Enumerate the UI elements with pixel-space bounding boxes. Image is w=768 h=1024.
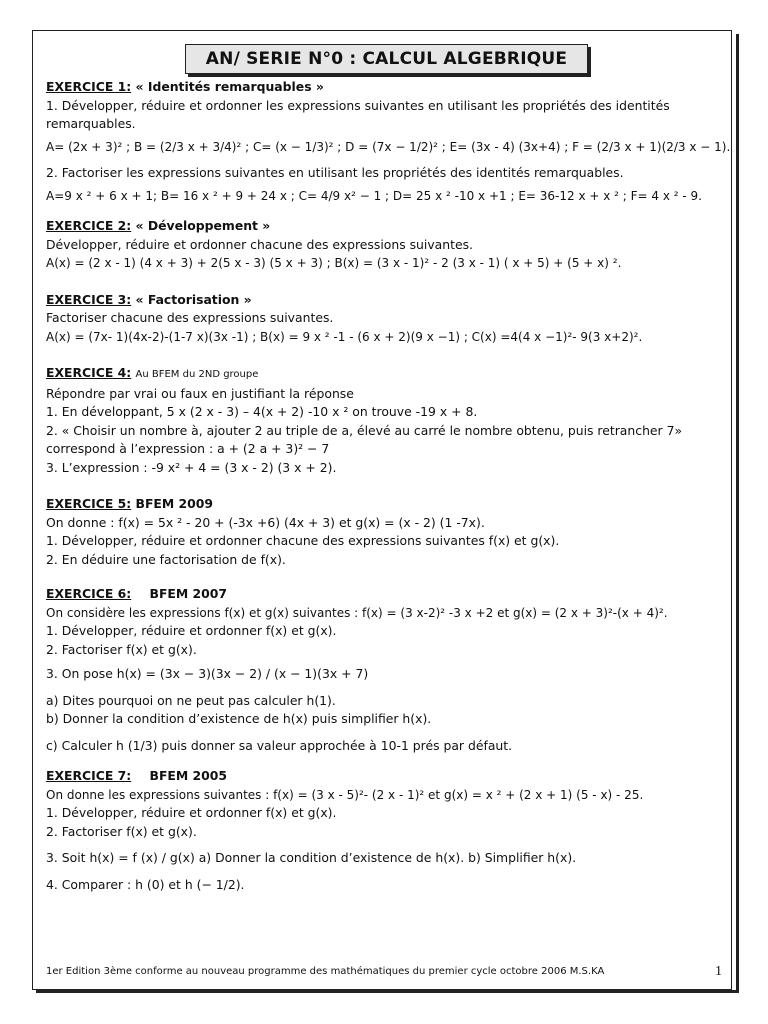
- page-title: AN/ SERIE N°0 : CALCUL ALGEBRIQUE: [185, 44, 588, 74]
- exercise-6-label: EXERCICE 6:: [46, 586, 132, 601]
- exercise-7-label: EXERCICE 7:: [46, 768, 132, 783]
- exercise-7-item-1: 1. Développer, réduire et ordonner f(x) et g(x).: [46, 805, 337, 820]
- exercise-4-item-2: 2. « Choisir un nombre à, ajouter 2 au triple de a, élevé au carré le nombre obtenu, puis retrancher 7» correspond à l’expression : a + (2 a + 3)² − 7: [46, 422, 683, 456]
- exercise-6-item-3: 3. On pose h(x) = (3x − 3)(3x − 2) / (x − 1)(3x + 7): [46, 666, 369, 681]
- exercise-4-item-3: 3. L’expression : -9 x² + 4 = (3 x - 2) (3 x + 2).: [46, 459, 337, 475]
- exercise-7-item-3: 3. Soit h(x) = f (x) / g(x) a) Donner la condition d’existence de h(x). b) Simplifier h(x).: [46, 850, 577, 865]
- exercise-2-heading: [46, 217, 718, 236]
- exercise-7-item-4: 4. Comparer : h (0) et h (− 1/2).: [46, 876, 245, 892]
- exercise-2-expressions: A(x) = (2 x - 1) (4 x + 3) + 2(5 x - 3) (5 x + 3) ; B(x) = (3 x - 1)² - 2 (3 x - 1) ( x + 5) + (5 + x) ².: [46, 256, 622, 270]
- exercise-1-expressions-2: A=9 x ² + 6 x + 1; B= 16 x ² + 9 + 24 x ; C= 4/9 x² − 1 ; D= 25 x ² -10 x +1 ; E= 36-12 x + x ² ; F= 4 x ² - 9.: [46, 188, 702, 203]
- exercise-3-instruction: Factoriser chacune des expressions suivantes.: [46, 310, 334, 325]
- exercise-3-label: EXERCICE 3:: [46, 291, 132, 307]
- exercise-6-item-3c: c) Calculer h (1/3) puis donner sa valeur approchée à 10-1 prés par défaut.: [46, 737, 513, 753]
- exercise-7-item-2: 2. Factoriser f(x) et g(x).: [46, 823, 197, 839]
- exercise-6-title: BFEM 2007: [149, 586, 228, 601]
- exercise-4-item-1: 1. En développant, 5 x (2 x - 3) – 4(x + 2) -10 x ² on trouve -19 x + 8.: [46, 404, 478, 419]
- page-footer: [46, 966, 730, 977]
- exercise-6-given: On considère les expressions f(x) et g(x) suivantes : f(x) = (3 x-2)² -3 x +2 et g(x) = (2 x + 3)²-(x + 4)².: [46, 605, 668, 620]
- exercise-4-instruction: Répondre par vrai ou faux en justifiant la réponse: [46, 385, 354, 401]
- exercise-4-heading: [46, 364, 718, 385]
- exercise-7-title: BFEM 2005: [149, 768, 228, 783]
- page-number: 1: [715, 964, 722, 979]
- exercise-5-title: BFEM 2009: [135, 496, 214, 511]
- frame-shadow-right: [736, 34, 739, 992]
- exercise-1-heading: [46, 78, 718, 97]
- exercise-5-given: On donne : f(x) = 5x ² - 20 + (-3x +6) (4x + 3) et g(x) = (x - 2) (1 -7x).: [46, 514, 485, 530]
- frame-shadow-bottom: [36, 990, 739, 993]
- exercise-1-title: « Identités remarquables »: [135, 79, 324, 94]
- exercise-5-label: EXERCICE 5:: [46, 496, 132, 511]
- exercise-2-label: EXERCICE 2:: [46, 218, 132, 233]
- document-body: [46, 78, 731, 894]
- exercise-1-q1: 1. Développer, réduire et ordonner les expressions suivantes en utilisant les propriétés des identités remarquables.: [46, 97, 670, 131]
- exercise-6-item-2: 2. Factoriser f(x) et g(x).: [46, 641, 197, 657]
- exercise-6-item-3b: b) Donner la condition d’existence de h(x) puis simplifier h(x).: [46, 711, 432, 726]
- exercise-3-heading: [46, 291, 718, 310]
- exercise-1-q2: 2. Factoriser les expressions suivantes en utilisant les propriétés des identités remarquables.: [46, 165, 624, 180]
- exercise-1-label: EXERCICE 1:: [46, 79, 132, 94]
- exercise-1-expressions-1: A= (2x + 3)² ; B = (2/3 x + 3/4)² ; C= (x − 1/3)² ; D = (7x − 1/2)² ; E= (3x - 4) (3x+4) ; F = (2/3 x + 1)(2/3 x − 1).: [46, 139, 731, 154]
- exercise-4-subtitle: Au BFEM du 2ND groupe: [135, 369, 259, 380]
- exercise-2-title: « Développement »: [135, 218, 271, 233]
- exercise-6-item-3a: a) Dites pourquoi on ne peut pas calculer h(1).: [46, 692, 336, 708]
- exercise-3-title: « Factorisation »: [135, 291, 252, 307]
- exercise-6-item-1: 1. Développer, réduire et ordonner f(x) et g(x).: [46, 623, 337, 638]
- exercise-6-heading: [46, 585, 718, 604]
- exercise-7-heading: [46, 767, 718, 786]
- exercise-5-item-2: 2. En déduire une factorisation de f(x).: [46, 551, 286, 567]
- exercise-3-expressions: A(x) = (7x- 1)(4x-2)-(1-7 x)(3x -1) ; B(x) = 9 x ² -1 - (6 x + 2)(9 x −1) ; C(x) =4(4 x −1)²- 9(3 x+2)².: [46, 329, 643, 344]
- exercise-2-instruction: Développer, réduire et ordonner chacune des expressions suivantes.: [46, 236, 473, 252]
- footer-text: 1er Edition 3ème conforme au nouveau programme des mathématiques du premier cycle octobre 2006 M.S.KA: [46, 966, 605, 977]
- exercise-5-heading: [46, 495, 718, 514]
- exercise-5-item-1: 1. Développer, réduire et ordonner chacune des expressions suivantes f(x) et g(x).: [46, 533, 560, 548]
- exercise-4-label: EXERCICE 4:: [46, 365, 132, 380]
- exercise-7-given: On donne les expressions suivantes : f(x) = (3 x - 5)²- (2 x - 1)² et g(x) = x ² + (2 x + 1) (5 - x) - 25.: [46, 787, 644, 802]
